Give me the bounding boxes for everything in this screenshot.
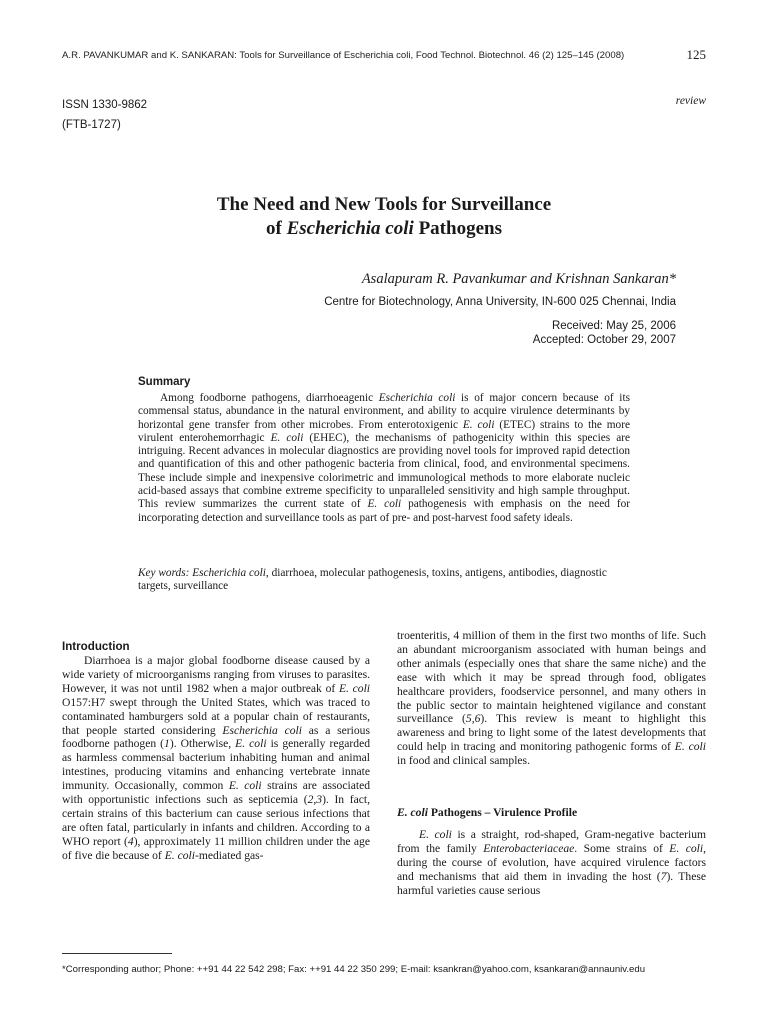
keywords-list: , diarrhoea, molecular pathogenesis, toxins, antigens, antibodies, diagnostic targets, surveillance bbox=[138, 567, 607, 593]
virulence-heading-rest: Pathogens – Virulence Profile bbox=[427, 806, 578, 819]
intro-part: ). Otherwise, bbox=[169, 737, 236, 751]
keywords bbox=[138, 567, 630, 594]
title-prefix: of bbox=[266, 218, 287, 239]
running-head: A.R. PAVANKUMAR and K. SANKARAN: Tools for Surveillance of Escherichia coli, Food Technol. Biotechnol. 46 (2) 125–145 (2008) bbox=[62, 50, 625, 61]
accepted-date: Accepted: October 29, 2007 bbox=[532, 334, 676, 346]
right-part: ). This review is meant to highlight this awareness and bring to light some of the latest developments that could help in tracing and monitoring pathogenic forms of bbox=[397, 712, 706, 754]
virulence-part: is a straight, rod-shaped, Gram-negative bacterium from the family bbox=[397, 828, 707, 855]
summary-text bbox=[138, 392, 630, 525]
dates bbox=[533, 319, 676, 347]
virulence-text bbox=[397, 828, 706, 898]
ftb-code: (FTB-1727) bbox=[62, 119, 121, 131]
intro-part: ), approximately 11 million children under the age of five die because of bbox=[62, 834, 370, 862]
intro-italic: E. coli bbox=[164, 848, 195, 862]
title-line-2 bbox=[0, 217, 768, 241]
summary-part: Among foodborne pathogens, diarrhoeagenic bbox=[160, 392, 379, 404]
virulence-part: ). These harmful varieties cause serious bbox=[397, 869, 706, 897]
citation-ref: 5,6 bbox=[465, 712, 481, 726]
virulence-heading bbox=[397, 806, 577, 819]
intro-part: Diarrhoea is a major global foodborne disease caused by a wide variety of microorganisms ranging from viruses to parasites. However, it was not until 1982 when a major outbreak of bbox=[62, 654, 370, 695]
introduction-text bbox=[62, 654, 370, 863]
intro-italic: E. coli bbox=[228, 779, 262, 793]
virulence-part: , during the course of evolution, have acquired virulence factors and mechanisms that aid them in invading the host ( bbox=[397, 841, 707, 883]
virulence-italic: Enterobacteriaceae bbox=[483, 841, 575, 855]
intro-part: as a serious foodborne pathogen ( bbox=[62, 723, 370, 751]
keywords-label: Key words: bbox=[138, 567, 193, 579]
affiliation: Centre for Biotechnology, Anna University, IN-600 025 Chennai, India bbox=[324, 296, 676, 308]
citation-ref: 1 bbox=[164, 737, 170, 751]
keywords-italic: Escherichia coli bbox=[192, 567, 266, 579]
summary-heading: Summary bbox=[138, 376, 191, 388]
virulence-heading-italic: E. coli bbox=[397, 806, 428, 819]
article-title bbox=[0, 193, 768, 241]
summary-part: (EHEC), the mechanisms of pathogenicity within this species are intriguing. Recent advances in molecular diagnostics are providing novel tools for improved rapid detection and quantification of this and other pathogenic bacteria from clinical, food, and environmental specimens. These include simple and inexpensive colorimetric and immunological methods to more elaborate nucleic acid-based assays that combine extreme specificity to unparalleled sensitivity and high sample throughput. This review summarizes the current state of bbox=[138, 431, 630, 511]
title-species: Escherichia coli bbox=[286, 218, 414, 239]
right-column-text bbox=[397, 629, 706, 768]
citation-ref: 2,3 bbox=[307, 793, 323, 807]
issn-block bbox=[62, 95, 147, 135]
right-italic: E. coli bbox=[674, 740, 707, 754]
summary-italic: E. coli bbox=[367, 498, 402, 511]
summary-part: is of major concern because of its commensal status, abundance in the natural environment, and ability to acquire virulence determinants by horizontal gene transfer from other microbes. From enterotoxigenic bbox=[138, 392, 630, 431]
virulence-part: . Some strains of bbox=[574, 841, 670, 855]
intro-italic: E. coli bbox=[338, 681, 371, 695]
authors: Asalapuram R. Pavankumar and Krishnan Sankaran* bbox=[361, 271, 676, 287]
introduction-heading: Introduction bbox=[62, 640, 130, 653]
summary-part: pathogenesis with emphasis on the need for incorporating detection and surveillance tools as part of pre- and post-harvest food safety ideals. bbox=[138, 498, 630, 524]
intro-italic: E. coli bbox=[235, 737, 267, 751]
intro-part: strains are associated with opportunistic infections such as septicemia ( bbox=[62, 779, 371, 807]
page-number: 125 bbox=[686, 47, 706, 62]
issn: ISSN 1330-9862 bbox=[62, 99, 148, 111]
summary-italic: Escherichia coli bbox=[378, 392, 456, 404]
title-suffix: Pathogens bbox=[413, 218, 502, 239]
right-part: troenteritis, 4 million of them in the first two months of life. Such an abundant microorganism associated with human beings and other animals (especially ones that share the same niche) and the ease with which it may be spread through food, obligates healthcare providers, foodservice personnel, and many others in the public sector to maintain heightened vigilance and constant surveillance ( bbox=[397, 629, 706, 726]
citation-ref: 7 bbox=[660, 869, 667, 883]
intro-italic: Escherichia coli bbox=[222, 723, 302, 737]
intro-part: O157:H7 swept through the United States, which was traced to contaminated hamburgers sold at a popular chain of restaurants, that people started considering bbox=[62, 695, 370, 737]
citation-ref: 4 bbox=[127, 834, 134, 848]
received-date: Received: May 25, 2006 bbox=[551, 320, 676, 332]
virulence-italic: E. coli bbox=[669, 841, 704, 855]
summary-italic: E. coli bbox=[462, 418, 495, 431]
title-line-1: The Need and New Tools for Surveillance bbox=[216, 194, 552, 215]
intro-part: ). In fact, certain strains of this bacterium can cause serious infections that are often fatal, particularly in infants and children. According to a WHO report ( bbox=[62, 793, 370, 848]
footnote-rule bbox=[62, 953, 172, 954]
virulence-italic: E. coli bbox=[419, 828, 452, 841]
article-type: review bbox=[675, 95, 706, 107]
intro-part: is generally regarded as harmless commensal bacterium inhabiting human and animal intestines, producing vitamins and enhancing vertebrate innate immunity. Occasionally, common bbox=[62, 737, 371, 793]
right-part: in food and clinical samples. bbox=[397, 754, 530, 768]
summary-part: (ETEC) strains to the more virulent enterohemorrhagic bbox=[138, 418, 630, 444]
corresponding-author-footnote: *Corresponding author; Phone: ++91 44 22 542 298; Fax: ++91 44 22 350 299; E-mail: ksankran@yahoo.com, ksankaran@annauniv.edu bbox=[62, 964, 646, 975]
intro-part: -mediated gas- bbox=[194, 848, 264, 862]
summary-italic: E. coli bbox=[270, 431, 304, 444]
